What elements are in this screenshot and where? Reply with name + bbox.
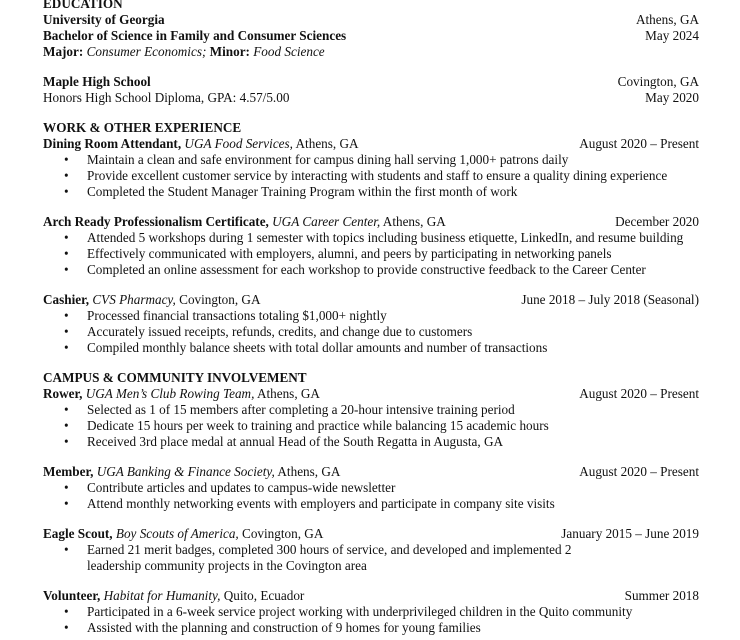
entry-date: August 2020 – Present: [579, 136, 699, 151]
list-item: • Processed financial transactions totaling $1,000+ nightly: [43, 308, 699, 324]
list-item: • Selected as 1 of 15 members after completing a 20-hour intensive training period: [43, 402, 699, 418]
entry-role: Eagle Scout,: [43, 526, 113, 541]
entry-bullets: [43, 308, 699, 356]
list-item: • Assisted with the planning and construction of 9 homes for young families: [43, 620, 699, 636]
work-entry: [43, 214, 699, 278]
minor-value: Food Science: [253, 44, 325, 59]
list-item: • Dedicate 15 hours per week to training and practice while balancing 15 academic hours: [43, 418, 699, 434]
hs-location: Covington, GA: [617, 74, 699, 89]
list-item: • Contribute articles and updates to campus-wide newsletter: [43, 480, 699, 496]
list-item: • Attended 5 workshops during 1 semester with topics including business etiquette, LinkedIn, and resume building: [43, 230, 699, 246]
education-hs: [43, 74, 699, 106]
hs-details: Honors High School Diploma, GPA: 4.57/5.00: [43, 90, 290, 105]
list-item: • Effectively communicated with employers, alumni, and peers by participating in networking panels: [43, 246, 699, 262]
entry-bullets: [43, 230, 699, 278]
entry-location: Athens, GA: [295, 136, 359, 151]
uga-location: Athens, GA: [635, 12, 699, 27]
work-entry: [43, 292, 699, 356]
entry-date: January 2015 – June 2019: [561, 526, 699, 541]
list-item: • Completed the Student Manager Training Program within the first month of work: [43, 184, 699, 200]
list-item: • Participated in a 6-week service project working with underprivileged children in the Quito community: [43, 604, 699, 620]
entry-location: Quito, Ecuador: [223, 588, 305, 603]
hs-date: May 2020: [645, 90, 699, 105]
entry-org: UGA Banking & Finance Society,: [96, 464, 275, 479]
education-heading: EDUCATION: [43, 0, 123, 11]
entry-location: Covington, GA: [179, 292, 261, 307]
involvement-entry: [43, 464, 699, 512]
uga-major-minor: [43, 44, 346, 60]
entry-bullets: [43, 542, 699, 574]
entry-role: Arch Ready Professionalism Certificate,: [43, 214, 269, 229]
entry-bullets: [43, 152, 699, 200]
hs-school: Maple High School: [43, 74, 151, 89]
entry-location: Athens, GA: [277, 464, 341, 479]
minor-label: Minor:: [209, 44, 250, 59]
entry-org: CVS Pharmacy,: [92, 292, 176, 307]
entry-location: Covington, GA: [242, 526, 324, 541]
involvement-entry: [43, 526, 699, 574]
list-item: • Accurately issued receipts, refunds, credits, and change due to customers: [43, 324, 699, 340]
list-item: • Provide excellent customer service by interacting with students and staff to ensure a quality dining experience: [43, 168, 699, 184]
entry-role: Cashier,: [43, 292, 90, 307]
uga-school: University of Georgia: [43, 12, 165, 27]
major-value: Consumer Economics;: [86, 44, 207, 59]
major-label: Major:: [43, 44, 84, 59]
list-item: • Earned 21 merit badges, completed 300 hours of service, and developed and implemented 2 leadership community projects in the Covington area: [43, 542, 699, 574]
involvement-heading: CAMPUS & COMMUNITY INVOLVEMENT: [43, 370, 307, 385]
entry-org: Boy Scouts of America,: [115, 526, 239, 541]
list-item: • Compiled monthly balance sheets with total dollar amounts and number of transactions: [43, 340, 699, 356]
entry-date: August 2020 – Present: [579, 386, 699, 401]
entry-org: UGA Career Center,: [272, 214, 381, 229]
list-item: • Completed an online assessment for each workshop to provide constructive feedback to the Career Center: [43, 262, 699, 278]
entry-org: UGA Men’s Club Rowing Team,: [85, 386, 255, 401]
resume-content: [43, 0, 699, 636]
list-item: • Received 3rd place medal at annual Head of the South Regatta in Augusta, GA: [43, 434, 699, 450]
entry-role: Volunteer,: [43, 588, 101, 603]
uga-date: May 2024: [645, 28, 699, 43]
entry-role: Dining Room Attendant,: [43, 136, 182, 151]
entry-date: Summer 2018: [624, 588, 699, 603]
entry-date: December 2020: [615, 214, 699, 229]
entry-org: Habitat for Humanity,: [103, 588, 221, 603]
list-item: • Maintain a clean and safe environment for campus dining hall serving 1,000+ patrons daily: [43, 152, 699, 168]
education-uga: [43, 12, 699, 60]
entry-location: Athens, GA: [382, 214, 446, 229]
entry-org: UGA Food Services,: [184, 136, 293, 151]
uga-degree: Bachelor of Science in Family and Consumer Sciences: [43, 28, 347, 43]
entry-bullets: [43, 604, 699, 636]
entry-date: August 2020 – Present: [579, 464, 699, 479]
list-item: • Attend monthly networking events with employers and participate in company site visits: [43, 496, 699, 512]
entry-role: Member,: [43, 464, 94, 479]
entry-bullets: [43, 402, 699, 450]
entry-bullets: [43, 480, 699, 512]
entry-date: June 2018 – July 2018 (Seasonal): [521, 292, 699, 307]
entry-location: Athens, GA: [256, 386, 320, 401]
work-heading: WORK & OTHER EXPERIENCE: [43, 120, 242, 135]
work-entry: [43, 136, 699, 200]
entry-role: Rower,: [43, 386, 83, 401]
involvement-entry: [43, 386, 699, 450]
involvement-entry: [43, 588, 699, 636]
